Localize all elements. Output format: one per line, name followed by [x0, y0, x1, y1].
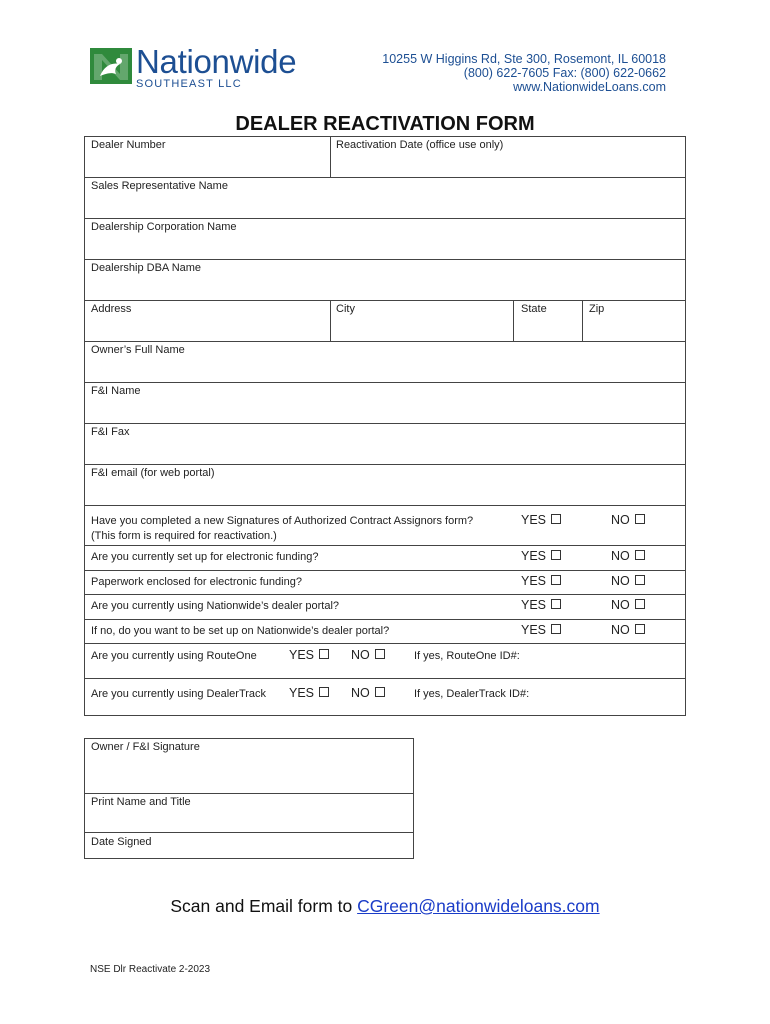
fi-fax-field[interactable]: F&I Fax — [91, 426, 130, 438]
company-address — [382, 52, 666, 94]
fi-name-field[interactable]: F&I Name — [91, 385, 141, 397]
checkbox-icon[interactable] — [551, 575, 561, 585]
print-name-field[interactable]: Print Name and Title — [91, 796, 191, 808]
checkbox-icon[interactable] — [319, 687, 329, 697]
question-1-yes[interactable]: YES — [521, 513, 561, 527]
email-link[interactable]: CGreen@nationwideloans.com — [357, 896, 600, 916]
question-4-yes[interactable]: YES — [521, 598, 561, 612]
checkbox-icon[interactable] — [635, 624, 645, 634]
checkbox-icon[interactable] — [551, 514, 561, 524]
checkbox-icon[interactable] — [375, 687, 385, 697]
question-3-yes[interactable]: YES — [521, 574, 561, 588]
dealer-number-field[interactable]: Dealer Number — [91, 139, 166, 151]
state-field[interactable]: State — [521, 303, 547, 315]
checkbox-icon[interactable] — [635, 550, 645, 560]
question-text: Paperwork enclosed for electronic funding? — [91, 576, 302, 588]
question-text: Are you currently set up for electronic funding? — [91, 551, 319, 563]
owner-signature-field[interactable]: Owner / F&I Signature — [91, 741, 200, 753]
owner-name-field[interactable]: Owner’s Full Name — [91, 344, 185, 356]
reactivation-date-field[interactable]: Reactivation Date (office use only) — [336, 139, 504, 151]
address-field[interactable]: Address — [91, 303, 132, 315]
routeone-no[interactable]: NO — [351, 648, 385, 662]
question-4-no[interactable]: NO — [611, 598, 645, 612]
logo-mark-icon — [90, 48, 132, 84]
sales-rep-field[interactable]: Sales Representative Name — [91, 180, 228, 192]
address-line: 10255 W Higgins Rd, Ste 300, Rosemont, IL 60018 — [382, 52, 666, 66]
question-text: If no, do you want to be set up on Nationwide’s dealer portal? — [91, 625, 390, 637]
form-footer-code: NSE Dlr Reactivate 2-2023 — [90, 964, 211, 975]
fi-email-field[interactable]: F&I email (for web portal) — [91, 467, 215, 479]
phone-fax-line: (800) 622-7605 Fax: (800) 622-0662 — [463, 66, 666, 80]
routeone-yes[interactable]: YES — [289, 648, 329, 662]
checkbox-icon[interactable] — [635, 575, 645, 585]
question-2-yes[interactable]: YES — [521, 549, 561, 563]
signature-block — [84, 738, 414, 859]
city-field[interactable]: City — [336, 303, 355, 315]
checkbox-icon[interactable] — [551, 624, 561, 634]
question-3-no[interactable]: NO — [611, 574, 645, 588]
question-2-no[interactable]: NO — [611, 549, 645, 563]
question-text: Are you currently using Nationwide’s dealer portal? — [91, 600, 340, 612]
checkbox-icon[interactable] — [375, 649, 385, 659]
checkbox-icon[interactable] — [551, 599, 561, 609]
question-5-yes[interactable]: YES — [521, 623, 561, 637]
dealertrack-id-field[interactable]: If yes, DealerTrack ID#: — [414, 688, 530, 700]
checkbox-icon[interactable] — [551, 550, 561, 560]
question-5-no[interactable]: NO — [611, 623, 645, 637]
zip-field[interactable]: Zip — [589, 303, 605, 315]
checkbox-icon[interactable] — [319, 649, 329, 659]
checkbox-icon[interactable] — [635, 514, 645, 524]
dba-name-field[interactable]: Dealership DBA Name — [91, 262, 202, 274]
routeone-question: Are you currently using RouteOne — [91, 650, 257, 662]
dealertrack-yes[interactable]: YES — [289, 686, 329, 700]
question-note: (This form is required for reactivation.) — [91, 530, 277, 542]
brand-name: Nationwide — [136, 43, 297, 80]
form-title: DEALER REACTIVATION FORM — [235, 113, 535, 135]
dealertrack-no[interactable]: NO — [351, 686, 385, 700]
question-1-no[interactable]: NO — [611, 513, 645, 527]
company-logo — [90, 43, 325, 90]
website-link[interactable]: www.NationwideLoans.com — [513, 80, 666, 94]
corp-name-field[interactable]: Dealership Corporation Name — [91, 221, 237, 233]
question-text: Have you completed a new Signatures of Authorized Contract Assignors form? — [91, 515, 474, 527]
scan-instructions — [0, 896, 770, 917]
checkbox-icon[interactable] — [635, 599, 645, 609]
dealertrack-question: Are you currently using DealerTrack — [91, 688, 267, 700]
dealer-form-table — [84, 136, 686, 716]
date-signed-field[interactable]: Date Signed — [91, 836, 152, 848]
scan-text: Scan and Email form to — [170, 896, 358, 916]
brand-subtitle: SOUTHEAST LLC — [136, 78, 242, 90]
routeone-id-field[interactable]: If yes, RouteOne ID#: — [414, 650, 520, 662]
